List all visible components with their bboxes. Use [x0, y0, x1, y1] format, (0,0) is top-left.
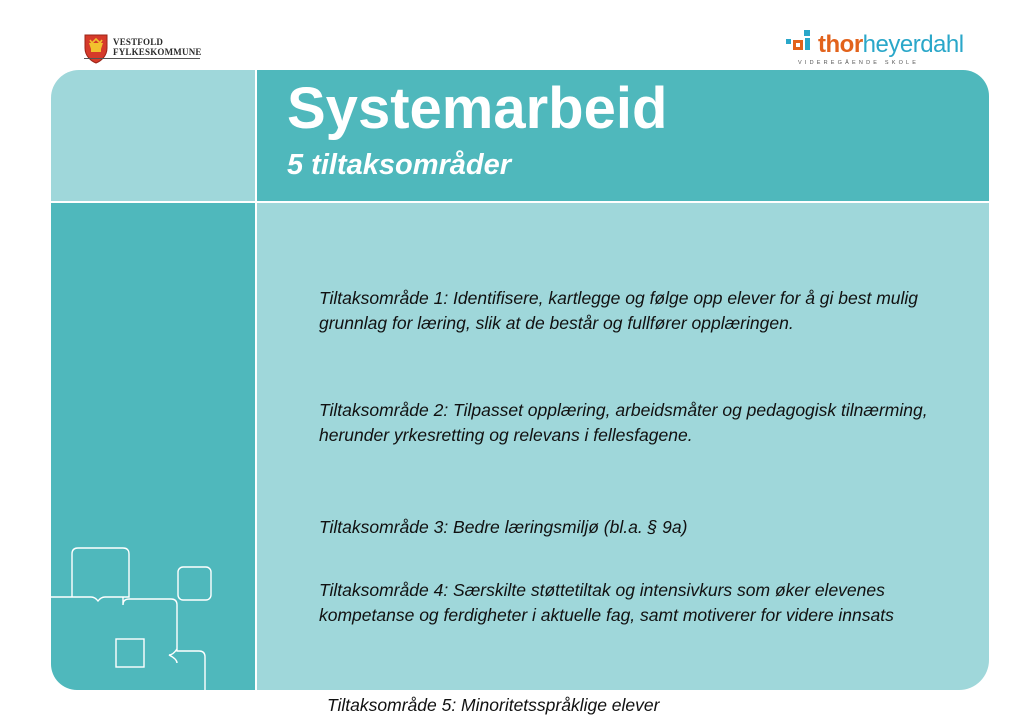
- decorative-panel: [51, 203, 255, 690]
- coat-of-arms-icon: [84, 34, 108, 64]
- action-area-5: Tiltaksområde 5: Minoritetsspråklige elever: [327, 695, 660, 715]
- action-area-1: Tiltaksområde 1: Identifisere, kartlegge og følge opp elever for å gi best mulig grunnlag for læring, slik at de består og fullfører opplæringen.: [319, 288, 919, 333]
- slide: [51, 70, 989, 715]
- action-area-3: Tiltaksområde 3: Bedre læringsmiljø (bl.a. § 9a): [319, 517, 688, 537]
- logo-line-vestfold: VESTFOLD: [113, 37, 164, 47]
- vestfold-logo: [84, 34, 214, 68]
- slide-title: Systemarbeid: [287, 76, 668, 141]
- panel-top-left: [51, 70, 255, 201]
- logo-line-fylkeskommune: FYLKESKOMMUNE: [113, 47, 202, 57]
- thor-heyerdahl-logo: [786, 26, 986, 76]
- logo-underline: [84, 58, 200, 59]
- school-name-heyerdahl: heyerdahl: [862, 31, 964, 58]
- title-panel: [257, 70, 989, 201]
- action-area-4: Tiltaksområde 4: Særskilte støttetiltak og intensivkurs som øker elevenes kompetanse og ferdigheter i aktuelle fag, samt motiverer for videre innsats: [319, 580, 894, 625]
- action-area-2: Tiltaksområde 2: Tilpasset opplæring, arbeidsmåter og pedagogisk tilnærming, herunder yrkesretting og relevans i fellesfagene.: [319, 400, 928, 445]
- school-name: [818, 31, 964, 59]
- decorative-outline-shapes-icon: [51, 203, 255, 690]
- slide-subtitle: 5 tiltaksområder: [287, 149, 512, 181]
- school-type: VIDEREGÅENDE SKOLE: [798, 60, 920, 66]
- school-name-thor: thor: [818, 31, 863, 58]
- content-panel: [257, 203, 989, 715]
- school-logo-squares-icon: [786, 26, 816, 56]
